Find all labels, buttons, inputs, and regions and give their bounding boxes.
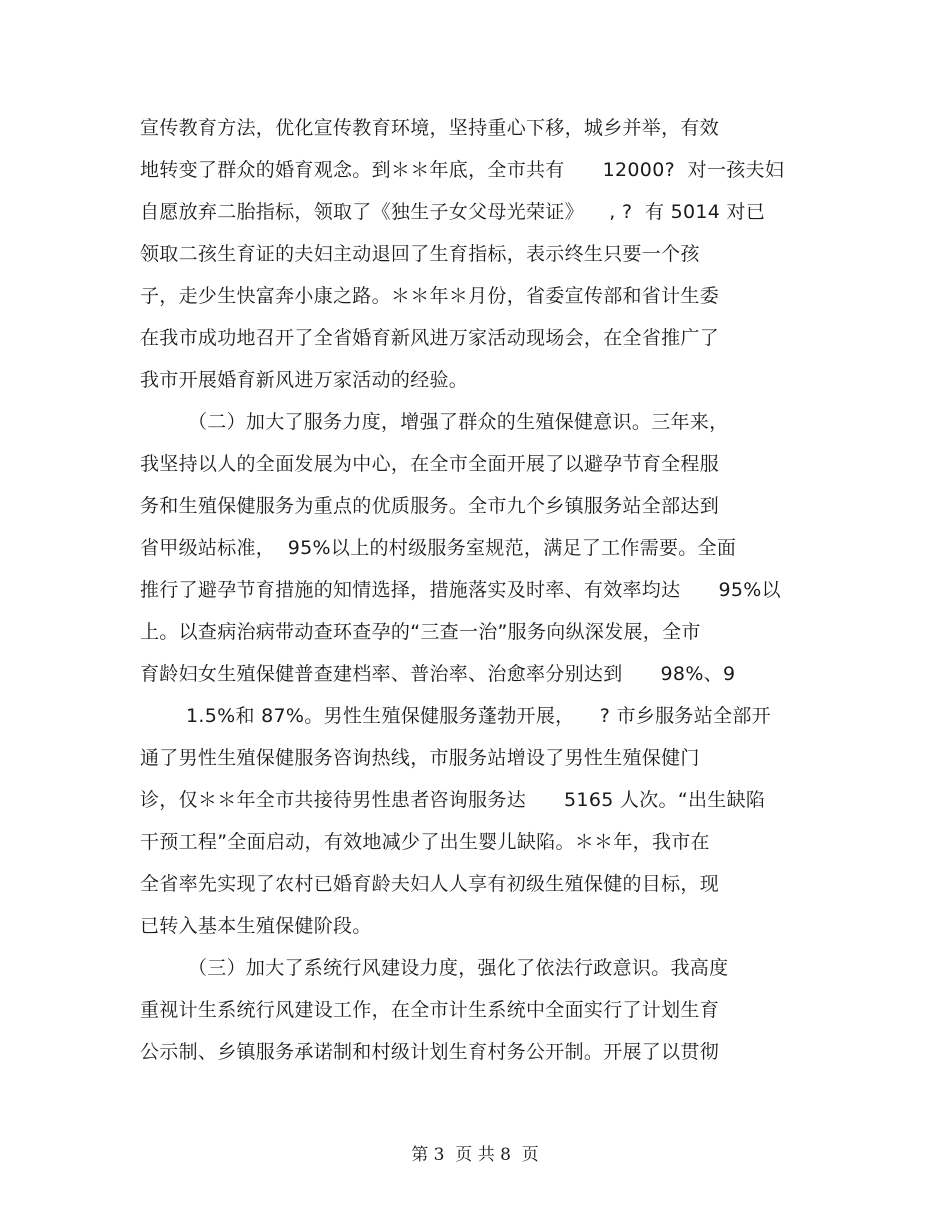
body-line-10: 务和生殖保健服务为重点的优质服务。全市九个乡镇服务站全部达到 (140, 495, 720, 517)
body-line-16: 通了男性生殖保健服务咨询热线，市服务站增设了男性生殖保健门 (140, 747, 700, 769)
body-line-18: 干预工程”全面启动，有效地减少了出生婴儿缺陷。＊＊年，我市在 (140, 831, 710, 853)
body-line-23: 公示制、乡镇服务承诺制和村级计划生育村务公开制。开展了以贯彻 (140, 1041, 720, 1063)
body-line-22: 重视计生系统行风建设工作，在全市计生系统中全面实行了计划生育 (140, 999, 720, 1021)
body-line-13: 上。以查病治病带动查环查孕的“三查一治”服务向纵深发展，全市 (140, 621, 701, 643)
body-line-2: 地转变了群众的婚育观念。到＊＊年底，全市共有 12000? 对一孩夫妇 (140, 159, 785, 181)
body-line-17: 诊，仅＊＊年全市共接待男性患者咨询服务达 5165 人次。“出生缺陷 (140, 789, 766, 811)
body-line-5: 子，走少生快富奔小康之路。＊＊年＊月份，省委宣传部和省计生委 (140, 285, 720, 307)
body-line-15: 1.5%和 87%。男性生殖保健服务蓬勃开展， ? 市乡服务站全部开 (186, 705, 771, 727)
body-line-20: 已转入基本生殖保健阶段。 (140, 915, 372, 937)
body-line-1: 宣传教育方法，优化宣传教育环境，坚持重心下移，城乡并举，有效 (140, 117, 720, 139)
body-line-4: 领取二孩生育证的夫妇主动退回了生育指标，表示终生只要一个孩 (140, 243, 700, 265)
section-heading-3: （三）加大了系统行风建设力度，强化了依法行政意识。我高度 (188, 957, 729, 979)
body-line-14: 育龄妇女生殖保健普查建档率、普治率、治愈率分别达到 98%、9 (140, 663, 736, 685)
body-line-7: 我市开展婚育新风进万家活动的经验。 (140, 369, 469, 391)
body-line-12: 推行了避孕节育措施的知情选择，措施落实及时率、有效率均达 95%以 (140, 579, 781, 601)
body-line-11: 省甲级站标准， 95%以上的村级服务室规范，满足了工作需要。全面 (140, 537, 737, 559)
body-line-6: 在我市成功地召开了全省婚育新风进万家活动现场会，在全省推广了 (140, 327, 720, 349)
section-heading-2: （二）加大了服务力度，增强了群众的生殖保健意识。三年来， (188, 411, 729, 433)
body-line-3: 自愿放弃二胎指标，领取了《独生子女父母光荣证》 , ? 有 5014 对已 (140, 201, 766, 223)
page-number-footer: 第 3 页 共 8 页 (411, 1145, 539, 1165)
body-line-9: 我坚持以人的全面发展为中心，在全市全面开展了以避孕节育全程服 (140, 453, 720, 475)
body-line-19: 全省率先实现了农村已婚育龄夫妇人人享有初级生殖保健的目标，现 (140, 873, 720, 895)
